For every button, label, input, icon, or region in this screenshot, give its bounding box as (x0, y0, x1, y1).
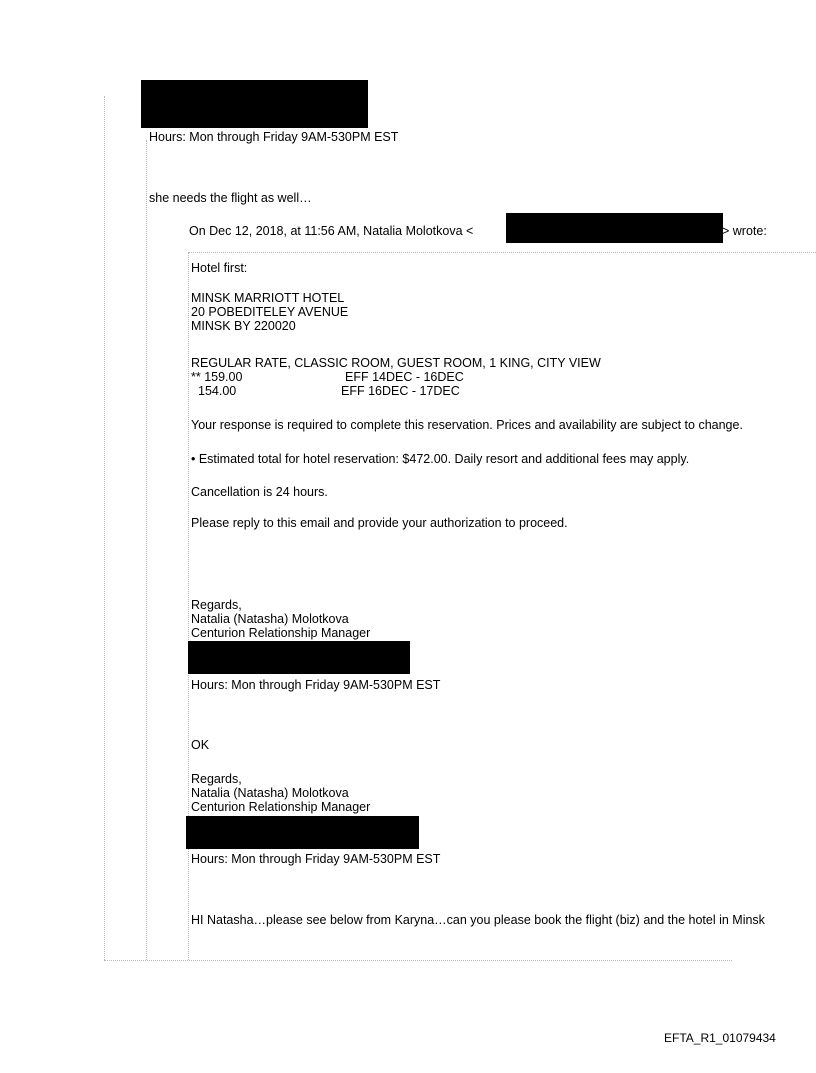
rate-price: ** 159.00 (191, 370, 243, 384)
signature-line: Natalia (Natasha) Molotkova (191, 612, 349, 626)
redacted-block-signature (188, 641, 410, 674)
redacted-block-signature (186, 816, 419, 849)
signature-block (191, 598, 370, 640)
address-line: MINSK MARRIOTT HOTEL (191, 291, 345, 305)
rate-title: REGULAR RATE, CLASSIC ROOM, GUEST ROOM, 1 KING, CITY VIEW (191, 356, 601, 370)
middle-quote-border (146, 140, 147, 960)
cancellation-text: Cancellation is 24 hours. (191, 485, 328, 499)
inner-quote-border (188, 252, 189, 960)
hotel-first-line: Hotel first: (191, 261, 248, 275)
rate-dates: EFF 14DEC - 16DEC (345, 370, 464, 384)
signature-line: Centurion Relationship Manager (191, 626, 371, 640)
hours-line: Hours: Mon through Friday 9AM-530PM EST (191, 852, 441, 866)
hotel-address (191, 291, 348, 333)
quote-bottom-border (104, 960, 732, 961)
address-line: 20 POBEDITELEY AVENUE (191, 305, 349, 319)
redacted-block-top (141, 80, 368, 128)
document-id: EFTA_R1_01079434 (664, 1031, 776, 1045)
quote-header-prefix: On Dec 12, 2018, at 11:56 AM, Natalia Molotkova < (189, 224, 474, 238)
redacted-email-address (506, 213, 723, 243)
hours-line: Hours: Mon through Friday 9AM-530PM EST (191, 678, 441, 692)
signature-line: Regards, (191, 772, 242, 786)
signature-line: Natalia (Natasha) Molotkova (191, 786, 349, 800)
estimated-total-bullet: • Estimated total for hotel reservation: $472.00. Daily resort and additional fees may apply. (191, 452, 690, 466)
reply-request-text: Please reply to this email and provide your authorization to proceed. (191, 516, 568, 530)
rate-dates: EFF 16DEC - 17DEC (341, 384, 460, 398)
reply-text: she needs the flight as well… (149, 191, 312, 205)
signature-line: Regards, (191, 598, 242, 612)
outer-hours-line: Hours: Mon through Friday 9AM-530PM EST (149, 130, 399, 144)
signature-line: Centurion Relationship Manager (191, 800, 371, 814)
response-required-text: Your response is required to complete this reservation. Prices and availability are subject to change. (191, 418, 743, 432)
final-message: HI Natasha…please see below from Karyna…can you please book the flight (biz) and the hotel in Minsk (191, 913, 765, 927)
address-line: MINSK BY 220020 (191, 319, 296, 333)
outer-quote-border (104, 96, 105, 960)
ok-text: OK (191, 738, 210, 752)
signature-block (191, 772, 370, 814)
rate-price: 154.00 (198, 384, 237, 398)
quote-header-suffix: > wrote: (722, 224, 767, 238)
inner-quote-top-border (188, 252, 816, 253)
